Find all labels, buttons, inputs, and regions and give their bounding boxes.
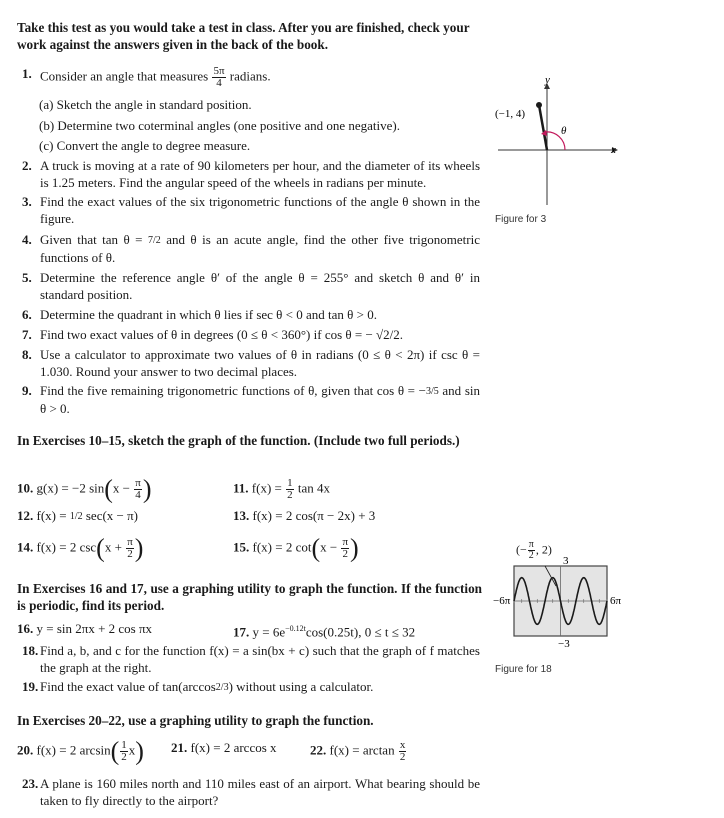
q19-text-end: ) without using a calculator.	[228, 679, 374, 694]
exercise-11	[233, 478, 330, 501]
ex21-func: f(x) = 2 arccos x	[190, 740, 277, 755]
fraction-numerator: π	[342, 536, 349, 548]
question-3	[22, 194, 480, 227]
fraction-denominator: 2	[287, 489, 293, 501]
question-number: 4.	[22, 232, 32, 247]
exercise-15	[233, 533, 359, 563]
q1-part-c: (c) Convert the angle to degree measure.	[39, 138, 251, 153]
q1-part-b: (b) Determine two coterminal angles (one positive and one negative).	[39, 118, 400, 133]
question-23	[22, 776, 480, 809]
figure-18-caption: Figure for 18	[495, 664, 552, 675]
theta-label: θ	[561, 125, 567, 137]
fraction-denominator: 2	[342, 548, 348, 560]
question-number: 5.	[22, 270, 32, 285]
q9-fraction: 3/5	[425, 386, 439, 397]
paren-open: (	[311, 533, 321, 563]
y-max-label: 3	[563, 555, 569, 567]
exercise-number: 10.	[17, 480, 34, 496]
question-9	[22, 383, 480, 417]
exercise-21	[171, 740, 277, 757]
ex22-func: f(x) = arctan	[329, 742, 395, 758]
question-2	[22, 158, 480, 191]
ex12-fraction: 1/2	[69, 511, 83, 522]
q19-text: Find the exact value of tan(arccos	[40, 679, 216, 694]
paren-open: (	[96, 533, 105, 563]
question-number: 18.	[22, 643, 39, 658]
q1-text-end: radians.	[229, 68, 271, 84]
question-19	[22, 679, 480, 697]
q6-text: Determine the quadrant in which θ lies if sec θ < 0 and tan θ > 0.	[40, 307, 377, 322]
exercise-14	[17, 533, 144, 563]
ex20-func: f(x) = 2 arcsin	[36, 742, 111, 758]
figure-3-caption: Figure for 3	[495, 214, 547, 225]
exercise-number: 21.	[171, 740, 188, 755]
ex20-func-end: x	[128, 742, 136, 758]
q18-text: Find a, b, and c for the function f(x) = a sin(bx + c) such that the graph of f matches the graph at the right.	[40, 643, 480, 675]
ex10-inner: x −	[112, 480, 131, 496]
fraction-denominator: 2	[399, 751, 406, 763]
fig18-point-pre: (−	[516, 542, 527, 557]
question-4	[22, 232, 480, 266]
q3-text: Find the exact values of the six trigonometric functions of the angle θ shown in the figure.	[40, 194, 480, 226]
figure-18	[490, 555, 640, 655]
question-number: 7.	[22, 327, 32, 342]
point-label: (−1, 4)	[495, 108, 526, 120]
fraction-numerator: 1	[121, 739, 127, 751]
question-8	[22, 347, 480, 380]
question-number: 19.	[22, 679, 39, 694]
fraction-denominator: 2	[121, 751, 127, 763]
q4-fraction: 7/2	[147, 235, 161, 246]
ex17-exponent: −0.12t	[285, 624, 306, 633]
exercise-number: 20.	[17, 742, 34, 758]
fraction	[341, 537, 349, 560]
fraction-denominator: 4	[216, 77, 222, 89]
question-number: 8.	[22, 347, 32, 362]
ex14-inner: x +	[104, 539, 122, 555]
question-number: 9.	[22, 383, 32, 398]
question-number: 6.	[22, 307, 32, 322]
question-number: 23.	[22, 776, 39, 791]
ex17-func-end: cos(0.25t), 0 ≤ t ≤ 32	[305, 624, 416, 640]
fraction	[126, 537, 134, 560]
ex11-func: f(x) =	[251, 480, 282, 496]
y-axis-label: y	[545, 75, 550, 86]
fraction	[212, 66, 225, 89]
q9-text-end: and sin θ > 0.	[40, 383, 480, 416]
ex16-func: y = sin 2πx + 2 cos πx	[36, 621, 153, 636]
exercise-17	[233, 621, 415, 641]
question-1	[22, 66, 480, 89]
section-heading-16-17: In Exercises 16 and 17, use a graphing utility to graph the function. If the function is periodic, find its period.	[17, 581, 482, 613]
fraction-denominator: 2	[127, 548, 133, 560]
question-number: 3.	[22, 194, 32, 209]
q4-text: Given that tan θ =	[40, 232, 143, 247]
x-min-label: −6π	[493, 595, 511, 607]
fraction	[134, 478, 142, 501]
exercise-13	[233, 508, 375, 525]
ex15-inner: x −	[320, 539, 338, 555]
q1-text: Consider an angle that measures	[40, 68, 209, 84]
ex12-func: f(x) =	[36, 508, 67, 523]
ex12-func-end: sec(x − π)	[85, 508, 139, 523]
q7-text: Find two exact values of θ in degrees (0 ≤ θ < 360°) if cos θ = − √2/2.	[40, 327, 404, 342]
paren-open: (	[104, 474, 113, 504]
x-axis-label: x	[611, 144, 616, 156]
terminal-side	[539, 105, 547, 150]
q8-text: Use a calculator to approximate two values of θ in radians (0 ≤ θ < 2π) if csc θ = 1.030. Round your answer to two decimal places.	[40, 347, 480, 379]
exercise-number: 11.	[233, 480, 249, 496]
ex15-func: f(x) = 2 cot	[252, 539, 312, 555]
ex10-func: g(x) = −2 sin	[36, 480, 105, 496]
fraction-numerator: 1	[287, 477, 293, 489]
question-number: 2.	[22, 158, 32, 173]
exercise-10	[17, 474, 152, 504]
exercise-number: 13.	[233, 508, 250, 523]
exercise-number: 12.	[17, 508, 34, 523]
q23-text: A plane is 160 miles north and 110 miles east of an airport. What bearing should be taken to fly directly to the airport?	[40, 776, 480, 808]
question-number: 1.	[22, 66, 32, 81]
question-6	[22, 307, 480, 324]
ex11-func-end: tan 4x	[297, 480, 331, 496]
fraction-numerator: 5π	[213, 65, 225, 77]
exercise-number: 17.	[233, 624, 250, 640]
fraction-numerator: π	[528, 539, 534, 550]
y-min-label: −3	[558, 638, 570, 650]
paren-close: )	[134, 533, 144, 563]
fraction-numerator: x	[399, 739, 406, 751]
question-5	[22, 270, 480, 303]
q1-part-a: (a) Sketch the angle in standard position.	[39, 97, 252, 112]
fraction-denominator: 4	[135, 489, 141, 501]
exercise-12	[17, 508, 138, 526]
q9-text: Find the five remaining trigonometric functions of θ, given that cos θ = −	[40, 383, 426, 398]
paren-close: )	[142, 474, 152, 504]
paren-close: )	[135, 736, 144, 766]
q2-text: A truck is moving at a rate of 90 kilometers per hour, and the diameter of its wheels is 1.25 meters. Find the angular speed of the wheels in radians per minute.	[40, 158, 480, 190]
exercise-number: 16.	[17, 621, 34, 636]
exercise-number: 14.	[17, 539, 34, 555]
exercise-16	[17, 621, 152, 638]
section-heading-10-15: In Exercises 10–15, sketch the graph of the function. (Include two full periods.)	[17, 433, 460, 448]
x-max-label: 6π	[610, 595, 622, 607]
exercise-20	[17, 736, 144, 766]
point-marker	[536, 102, 542, 108]
fraction-numerator: π	[135, 477, 141, 489]
fraction	[286, 478, 294, 501]
question-18	[22, 643, 480, 676]
fraction-numerator: π	[127, 536, 133, 548]
fig18-point-post: , 2)	[535, 542, 552, 557]
q19-fraction: 2/3	[215, 682, 229, 693]
paren-close: )	[350, 533, 359, 563]
exercise-22	[310, 740, 407, 763]
exercise-number: 22.	[310, 742, 327, 758]
ex14-func: f(x) = 2 csc	[36, 539, 97, 555]
ex17-func: y = 6e	[252, 624, 286, 640]
q4-text-end: and θ is an acute angle, find the other five trigonometric functions of θ.	[40, 232, 480, 265]
instructions: Take this test as you would take a test in class. After you are finished, check your work against the answers given in the back of the book.	[17, 20, 470, 52]
section-heading-20-22: In Exercises 20–22, use a graphing utility to graph the function.	[17, 713, 374, 728]
exercise-number: 15.	[233, 539, 250, 555]
fraction-denominator: 2	[528, 550, 534, 561]
question-7	[22, 327, 480, 344]
fraction	[120, 740, 128, 763]
paren-open: (	[110, 736, 120, 766]
q5-text: Determine the reference angle θ′ of the angle θ = 255° and sketch θ and θ′ in standard position.	[40, 270, 480, 302]
fraction	[399, 740, 407, 763]
ex13-func: f(x) = 2 cos(π − 2x) + 3	[252, 508, 376, 523]
figure-3	[490, 75, 625, 210]
